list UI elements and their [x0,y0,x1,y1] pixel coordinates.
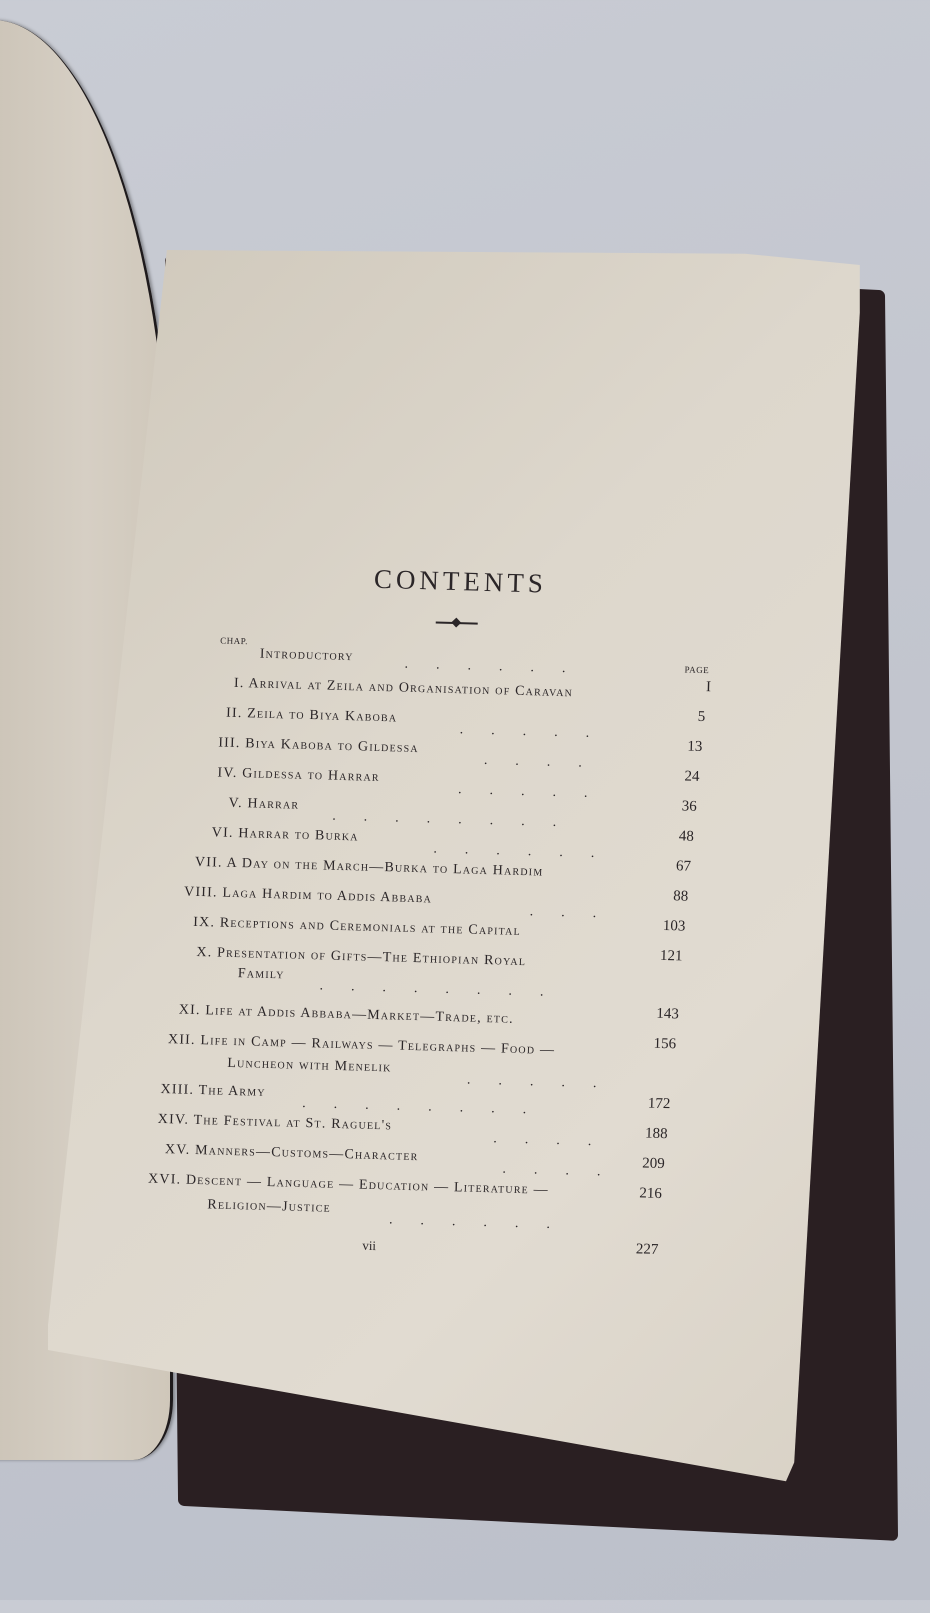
entry-number: V. [228,795,244,812]
entry-number: I. [233,675,245,692]
entry-title: A Day on the March—Burka to Laga Hardim [226,855,544,880]
entry-number: XIII. [160,1081,195,1098]
toc-entry [160,1082,266,1101]
entry-number: VI. [211,825,234,841]
entry-page: 156 [653,1035,677,1053]
entry-title: Gildessa to Harrar [242,766,380,785]
leader-dots: ........ [302,1095,555,1118]
entry-title: Life at Addis Abbaba—Market—Trade, etc. [205,1003,514,1027]
entry-page: 216 [639,1185,663,1203]
toc-entry [217,765,380,786]
chap-column-label: CHAP. [220,635,249,647]
entry-page: 103 [662,917,686,935]
entry-page: 24 [684,768,700,785]
entry-number: XVI. [147,1171,182,1188]
toc-entry [184,885,432,908]
entry-page: 188 [644,1125,668,1143]
entry-page: 172 [647,1095,671,1113]
page-folio: vii [362,1237,377,1254]
entry-number: III. [218,735,241,752]
entry-title: Receptions and Ceremonials at the Capital [219,915,522,939]
toc-entry [165,1142,419,1165]
entry-number: VII. [194,854,223,871]
leader-dots: .... [483,752,611,772]
entry-number: IX. [193,914,216,931]
entry-title: Life in Camp — Railways — Telegraphs — Food — [200,1033,556,1058]
toc-entry [158,1112,393,1135]
entry-page: 209 [641,1155,665,1173]
ornament-divider-icon [436,621,478,624]
leader-dots: ..... [457,782,616,802]
leader-dots: .... [493,1131,620,1150]
leader-dots: ..... [466,1072,625,1092]
leader-dots: .... [502,1161,629,1181]
entry-title-continued: Family [237,966,285,983]
toc-entry [234,676,574,701]
entry-title: Manners—Customs—Character [194,1142,419,1165]
toc-entry [212,825,359,845]
leader-dots: ........ [319,978,572,1001]
entry-page: 48 [678,828,695,845]
entry-number: VIII. [183,884,218,901]
leader-dots: ...... [433,841,623,862]
entry-title-continued: Religion—Justice [207,1197,332,1216]
entry-title: The Festival at St. Raguel's [193,1112,393,1134]
toc-entry [260,647,354,666]
entry-title: Harrar to Burka [238,826,359,845]
entry-number: IV. [217,765,238,782]
entry-title: Zeila to Biya Kaboba [247,706,398,726]
entry-page: 67 [675,858,692,875]
leader-dots: ..... [459,722,618,742]
leader-dots: ...... [404,656,594,677]
toc-entry [218,735,419,757]
entry-title: Biya Kaboba to Gildessa [245,736,420,757]
entry-page: 227 [635,1241,659,1258]
toc-entry-continuation [207,1197,331,1216]
entry-title: Descent — Language — Education — Literature — [185,1172,550,1198]
entry-page: 5 [697,708,706,726]
entry-title: Presentation of Gifts—The Ethiopian Royal [216,945,527,970]
toc-entry [193,915,521,940]
leader-dots: ...... [388,1212,579,1233]
entry-number: XII. [167,1032,196,1048]
page-column-label: PAGE [684,664,710,676]
toc-entry [168,1032,556,1059]
entry-number: XV. [164,1142,191,1158]
entry-title-continued: Luncheon with Menelik [227,1055,392,1076]
toc-entry [228,796,299,814]
entry-page: 88 [672,888,689,905]
entry-page: 13 [687,738,703,755]
leader-dots: ... [529,904,625,922]
entry-number: XI. [178,1002,201,1019]
entry-title: The Army [198,1083,266,1100]
entry-title: Arrival at Zeila and Organisation of Caravan [248,676,574,701]
entry-title: Introductory [259,646,354,665]
toc-entry [179,1002,514,1027]
toc-entry [226,706,398,727]
entry-page: I [705,679,712,696]
toc-entry-continuation [227,1056,392,1077]
entry-page: 121 [659,947,683,965]
entry-number: II. [225,705,243,722]
leader-dots: ........ [332,808,585,831]
entry-title: Laga Hardim to Addis Abbaba [222,885,433,907]
entry-page: 143 [656,1005,680,1023]
toc-entry [148,1172,549,1199]
toc-entry-continuation [238,966,285,983]
entry-title: Harrar [247,796,300,813]
entry-number: XIV. [157,1111,190,1128]
entry-number: X. [196,944,213,961]
entry-page: 36 [681,798,697,815]
contents-title: CONTENTS [373,563,548,599]
